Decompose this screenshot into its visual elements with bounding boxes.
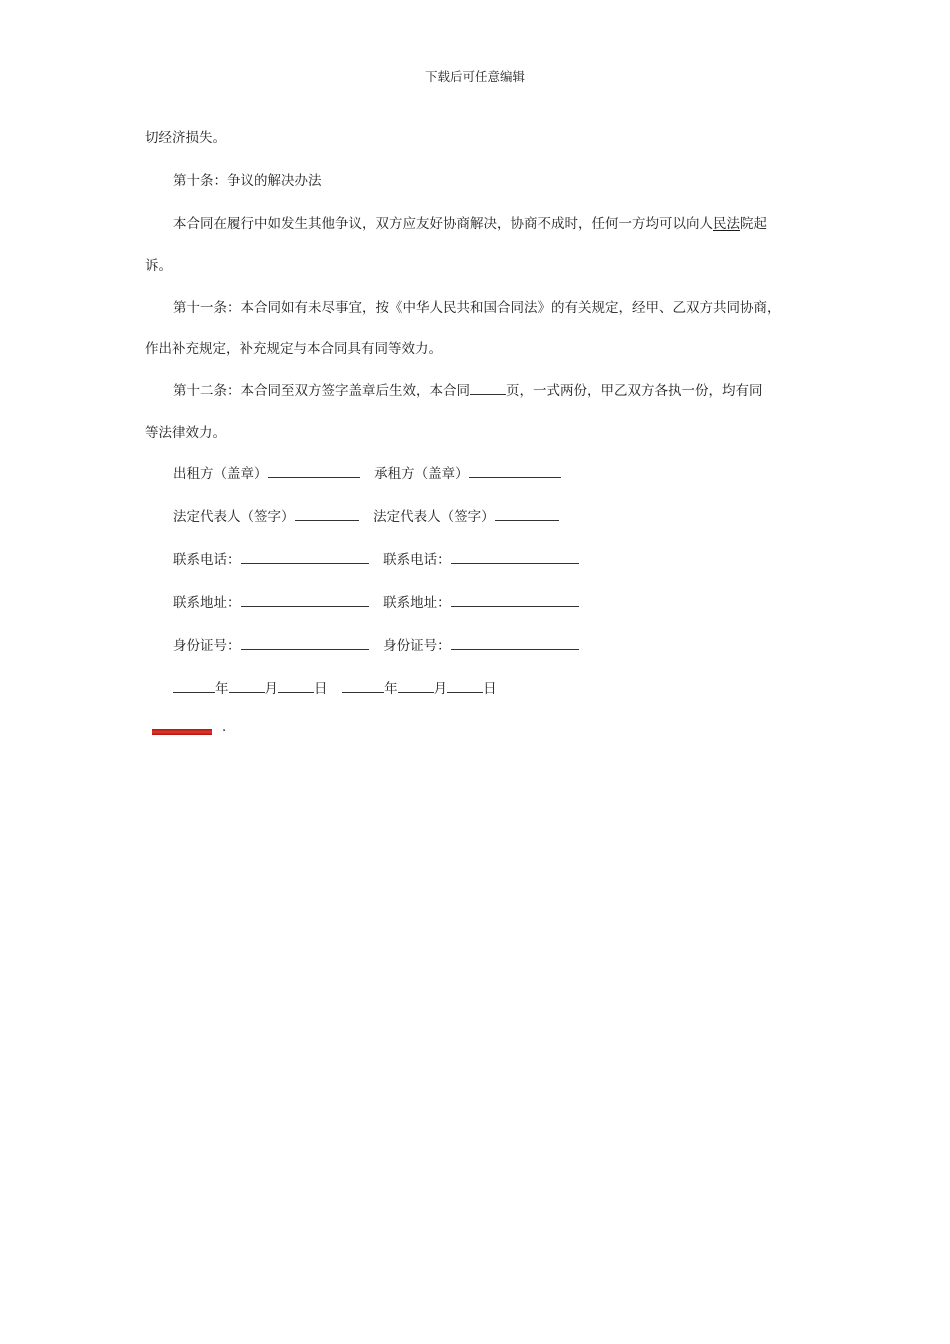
day-label-1: 日 — [314, 681, 328, 697]
article-10-title: 第十条：争议的解决办法 — [173, 173, 322, 189]
article-12-line-2: 等法律效力。 — [145, 425, 226, 441]
month-label-1: 月 — [264, 681, 278, 697]
id-label-2: 身份证号： — [383, 638, 451, 654]
address-blank-1 — [241, 594, 369, 607]
day-label-2: 日 — [483, 681, 497, 697]
legal-rep-blank-2 — [495, 508, 559, 521]
year-label-2: 年 — [384, 681, 398, 697]
month-label-2: 月 — [433, 681, 448, 697]
address-label-1: 联系地址： — [173, 595, 241, 611]
address-label-2: 联系地址： — [383, 595, 451, 611]
month-blank-1 — [229, 680, 265, 693]
id-blank-1 — [241, 637, 369, 650]
legal-rep-label-2: 法定代表人（签字） — [373, 509, 495, 525]
seal-row — [173, 465, 561, 483]
address-row — [173, 594, 579, 612]
legal-rep-label-1: 法定代表人（签字） — [173, 509, 295, 525]
phone-blank-1 — [241, 551, 369, 564]
article-10-text-a: 本合同在履行中如发生其他争议，双方应友好协商解决，协商不成时，任何一方均可以向人 — [173, 216, 713, 232]
year-blank-1 — [173, 680, 215, 693]
day-blank-1 — [278, 680, 314, 693]
phone-label-2: 联系电话： — [383, 552, 451, 568]
phone-label-1: 联系电话： — [173, 552, 241, 568]
civil-law-link[interactable]: 民法 — [713, 216, 740, 232]
legal-rep-row — [173, 508, 559, 526]
phone-blank-2 — [451, 551, 579, 564]
day-blank-2 — [447, 680, 483, 693]
lessor-seal-blank — [268, 465, 360, 478]
paragraph-continuation: 切经济损失。 — [145, 130, 226, 146]
phone-row — [173, 551, 579, 569]
article-10-body — [173, 215, 767, 233]
lessor-seal-label: 出租方（盖章） — [173, 466, 268, 482]
year-label-1: 年 — [215, 681, 229, 697]
page-header: 下载后可任意编辑 — [424, 69, 525, 84]
id-blank-2 — [451, 637, 579, 650]
article-11-line-1: 第十一条：本合同如有未尽事宜，按《中华人民共和国合同法》的有关规定，经甲、乙双方共同协商， — [173, 300, 781, 316]
lessee-seal-blank — [469, 465, 561, 478]
address-blank-2 — [451, 594, 579, 607]
article-12-text-b: 页，一式两份，甲乙双方各执一份，均有同 — [506, 383, 763, 399]
article-12-text-a: 第十二条：本合同至双方签字盖章后生效，本合同 — [173, 383, 470, 399]
article-12-line-1 — [173, 382, 763, 400]
lessee-seal-label: 承租方（盖章） — [374, 466, 469, 482]
id-label-1: 身份证号： — [173, 638, 241, 654]
footer-dot: . — [222, 720, 227, 735]
article-11-line-2: 作出补充规定，补充规定与本合同具有同等效力。 — [145, 341, 442, 357]
article-10-text-b: 院起 — [740, 216, 767, 232]
red-divider-bar — [152, 729, 212, 735]
year-blank-2 — [342, 680, 384, 693]
id-row — [173, 637, 579, 655]
article-10-body-end: 诉。 — [145, 258, 172, 274]
page-count-blank — [470, 382, 506, 395]
legal-rep-blank-1 — [295, 508, 359, 521]
date-row — [173, 680, 497, 698]
month-blank-2 — [398, 680, 434, 693]
